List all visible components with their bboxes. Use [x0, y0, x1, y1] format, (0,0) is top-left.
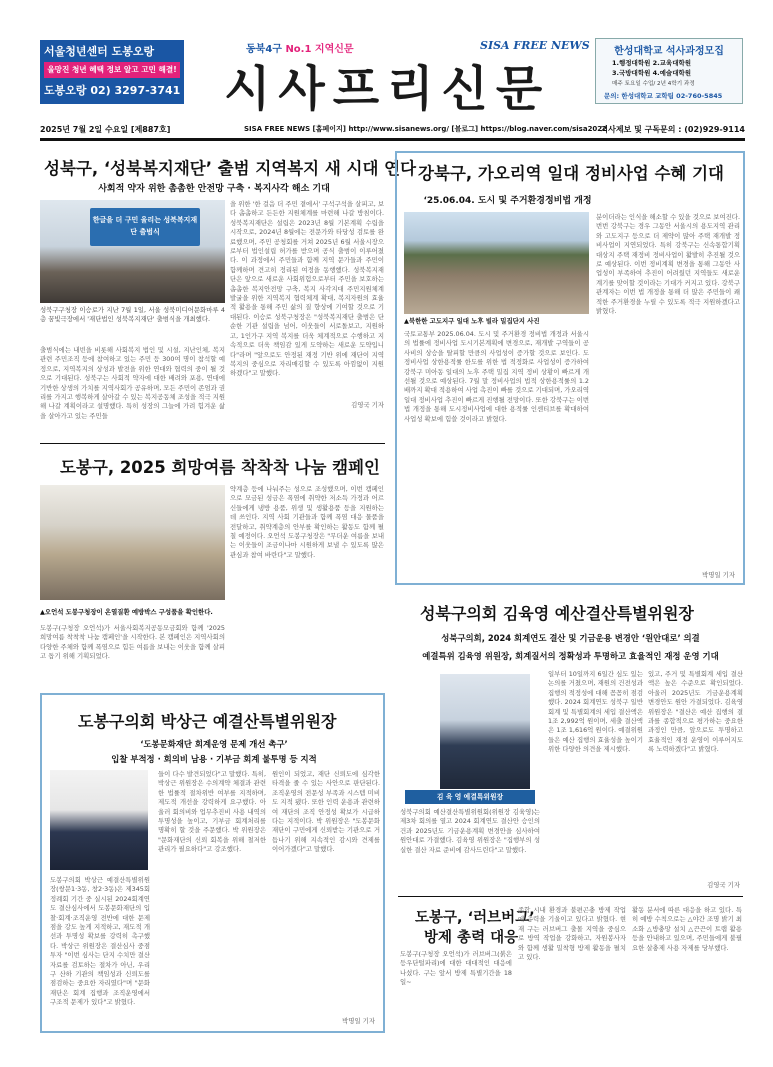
loveburg-mid-body: 종합 시내 환경과 불편곤충 방제 작업에 총력을 기울이고 있다고 밝혔다. 현재 구는 러브버그 출몰 지역을 중심으로 방역 작업을 강화하고, 자원봉사자와 함께 생활 밀착형 방제 활동을 펼치고 있다. [518, 906, 626, 962]
redevelopment-right-body: 분이더라는 인식을 해소할 수 있을 것으로 보여진다. 번번 강북구는 경우 그동안 서울시의 용도지역 관리와 고도지구 등으로 더 제약이 많아 주택 재개발 정비사업이 지연되었다. 특히 강북구는 신속통합기획 대상지 주택 재정비 정비사업이 활발히 추진될 것으로 예상된다. 이번 정비계획 변경을 통해 그동안 사업성이 부족하여 추진이 어려웠던 지역들도 새로운 계기를 맞이할 것이라는 기대가 커지고 있다. 강북구 관계자는 이번 법 개정을 통해 더 많은 주민들이 쾌적한 주거환경을 누릴 수 있도록 적극 지원하겠다고 밝혔다. [596, 213, 740, 316]
redevelopment-byline: 박명일 기자 [702, 571, 735, 579]
dobong-council-right-body: 원인이 되었고, 재단 신뢰도에 심각한 타격을 줄 수 있는 사안으로 판단된다. 조직운영의 전문성 부족과 시스템 미비도 지적 됐다. 또한 인력 운용과 관련하여 재단의 조직 안정성 확보가 시급하다는 지적이다. 박 위원장은 "도봉문화재단이 구민에게 신뢰받는 기관으로 거듭나기 위해 지속적인 감시와 견제를 이어가겠다"고 말했다. [272, 770, 380, 854]
seongbuk-council-right-body: 있고, 주거 및 특별회계 세입 결산액은 높은 수준으로 확인되었다. 아울러 2025년도 기금운용계획 변경안도 원안 가결되었다. 김육영 위원장은 "결산은 예산 집행의 결과를 종합적으로 평가하는 중요한 과정인 만큼, 앞으로도 투명하고 효율적인 재정 운영이 이루어지도록 노력하겠다"고 밝혔다. [648, 670, 743, 754]
loveburg-headline-line2[interactable]: 방제 총력 대응 [424, 930, 519, 946]
masthead-rule [40, 138, 745, 141]
redevelopment-headline[interactable]: 강북구, 가오리역 일대 정비사업 수혜 기대 [418, 164, 724, 183]
slogan-main: No.1 지역신문 [285, 44, 354, 55]
divider-summer [40, 443, 385, 444]
dobong-council-left-body-text: 박상근 위원장은 결산심사 중점 투자 "이번 심사는 단지 수치만 결산자료를 검토하는 절차가 아닌, 우리 구 산하 기관의 책임성과 신뢰도를 점검하는 중요한 자리였다"며 "문화재단은 회계 집행과 조직운영에서 구조적 문제가 있다"고 밝혔다. [50, 941, 150, 1007]
ad-youth-center[interactable] [40, 40, 184, 104]
redevelopment-subhead: ‘25.06.04. 도시 및 주거환경정비법 개정 [423, 196, 592, 206]
ad-right-note: 매주 토요일 수업/ 2년 4학기 과정 [612, 81, 695, 87]
dobong-council-caption: 도봉구의회 박상근 예결산특별위원장(쌍문1·3동, 창2·3동)은 제345회 정례회 기간 중 실시된 2024회계연도 결산심사에서 도봉문화재단의 입찰·회계·조직운영 전반에 대한 문제점을 강도 높게 지적하고, 재도적 개선과 투명성 확보를 강력히 촉구했다. 박상근 위원장은 결산심사 중점 투자 "이번 심사는 단지 수치만 결산자료를 검토하는 절차가 아닌, 우리 구 산하 기관의 책임성과 신뢰도를 점검하는 중요한 자리였다"며 "문화재단은 회계 집행과 조직운영에서 구조적 문제가 있다"고 밝혔다. [50, 876, 150, 1007]
ad-right-title: 한성대학교 석사과정모집 [614, 46, 724, 57]
welfare-subhead: 사회적 약자 위한 촘촘한 안전망 구축 · 복지사각 해소 기대 [98, 184, 330, 194]
seongbuk-council-mid-body: 일부터 10일까지 6일간 심도 있는 논의를 거쳤으며, 재원의 건전성과 집행의 적정성에 대해 꼼꼼히 점검했다. 2024 회계연도 성북구 일반회계 및 특별회계의 세입 결산액은 1조 2,992억 원이며, 세출 결산액은 1조 1,616억 원이다. 예결위원들은 예산 집행의 효율성을 높이기 위한 다양한 의견을 제시했다. [548, 670, 643, 754]
seongbuk-council-left-body: 성북구의회 예산결산특별위원회(위원장 김육영)는 제3차 회의를 열고 2024 회계연도 결산안 승인의 건과 2025년도 기금운용계획 변경안을 심사하여 원안대로 가결했다. 김육영 위원장은 "집행부의 성실한 결산 자료 준비에 감사드린다"고 말했다. [400, 808, 540, 854]
welfare-left-body: 출범식에는 내빈을 비롯해 사회복지 법인 및 시설, 지난인체, 복지 관련 주민조직 등에 참여하고 있는 주민 등 300여 명이 참석할 예정으로, 지역복지의 상성과 발전을 위한 연대와 협력의 중이 될 것으로 기대된다. 성북구는 사회적 약자에 대한 배려와 포용, 연대에 기반한 상생의 가치를 지역사회가 공유하며, 모든 주민이 존엄과 권리를 가지고 행복하게 살아갈 수 있는 복지공동체 조성을 적극 지원해 나갈 계획이라고 설명했다. 특히 성장의 그늘에 가려 힘겨운 삶을 살아가고 있는 주민들 [40, 346, 225, 420]
english-name: SISA FREE NEWS [480, 39, 590, 52]
issue-date: 2025년 7월 2일 수요일 [제887호] [40, 125, 171, 134]
seongbuk-council-byline: 김영국 기자 [707, 881, 740, 889]
summer-caption: ▲오언석 도봉구청장이 온열질환 예방박스 구성품을 확인한다. [40, 608, 213, 616]
dobong-council-subhead1: ‘도봉문화재단 회계운영 문제 개선 촉구’ [140, 739, 288, 749]
seongbuk-council-photo [440, 674, 530, 789]
subscription-contact: 기사제보 및 구독문의 : (02)929-9114 [600, 125, 745, 134]
loveburg-headline-line1[interactable]: 도봉구, ‘러브버그’ [415, 910, 535, 926]
welfare-byline: 김영국 기자 [351, 401, 384, 409]
welfare-photo [40, 200, 225, 303]
dobong-council-photo [50, 770, 148, 870]
summer-headline[interactable]: 도봉구, 2025 희망여름 착착착 나눔 캠페인 [60, 458, 380, 477]
welfare-right-body: 을 위한 '한 걸음 더 주민 곁에서' 구석구석을 살피고, 보다 촘촘하고 든든한 지원체계를 마련해 나갈 방침이다. 성북복지재단은 설립은 2023년 8월 기본계획 수립을 시작으로, 2024년 8월에는 전문가와 타당성 검토를 완료했으며, 주민 공청회를 거쳐 2025년 6월 서울시장으로부터 법인설립 허가를 받으며 공식 출범이 이루어졌다. 이 과정에서 주민들과 함께 지역 문가들과 주민이 함께하며 견고히 정리된 여정을 동행했다. 성북복지재단은 앞으로 새로운 사회위험으로부터 주민을 보호하는 촘촘한 복지안전망 구축, 복지 사각지대 주민지원체계 발굴을 위한 지역복지 협력체계 확대, 복지자원의 효율적 활용을 통해 주민 삶의 질 향상에 기여할 것으로 기대된다. 이승로 성북구청장은 "성북복지재단 출범은 단순한 기관 설립을 넘어, 이웃들이 서로돌보고, 지원하고, 1인가구 지역 복지를 더욱 체계적으로 수행하고 지속적으로 더욱 책임감 있게 도약하는 새로운 도약입니다"라며 "앞으로도 안정된 재정 기반 위에 재단이 지역복지의 중심으로 자리매김할 수 있도록 아낌없이 지원하겠다"고 말했다. [230, 200, 384, 378]
redevelopment-photo [404, 212, 589, 314]
ad-left-title: 서울청년센터 도봉오랑 [44, 45, 155, 58]
slogan-prefix: 동북4구 [246, 44, 282, 55]
ad-left-phone: 도봉오랑 02) 3297-3741 [44, 84, 181, 97]
ad-right-line2: 3.국방대학원 4.예술대학원 [612, 68, 692, 77]
website-links[interactable]: SISA FREE NEWS [홈페이지] http://www.sisanews.org/ [블로그] https://blog.naver.com/sisa2022 [244, 125, 608, 133]
seongbuk-council-subhead2: 예결특위 김육영 위원장, 회계질서의 정확성과 투명하고 효율적인 재정 운영 기대 [422, 651, 719, 661]
dobong-council-subhead2: 입찰 부적정 · 회의비 남용 · 기부금 회계 불투명 등 지적 [111, 754, 317, 764]
summer-right-body: 약계층 등에 나눠주는 성으로 조성했으며, 이번 캠페인으로 모금된 성금은 폭염에 취약한 저소득 가정과 어르신들에게 냉방 용품, 위생 및 생활용품 등을 지원하는 데 쓰인다. 지역 사회 기관들과 함께 폭염 대응 물품을 전달하고, 취약계층의 안부를 확인하는 활동도 함께 펼칠 예정이다. 오언석 도봉구청장은 "무더운 여름을 보내는 이웃들이 조금이나마 시원하게 보낼 수 있도록 많은 관심과 참여 바란다"고 말했다. [230, 485, 384, 559]
ad-right-programs [612, 59, 691, 78]
welfare-headline[interactable]: 성북구, ‘성북복지재단’ 출범 지역복지 새 시대 연다 [44, 159, 417, 178]
dobong-council-mid-body: 들이 다수 발견되었다"고 말했다. 특히, 박상근 위원장은 수의계약 체결과 관련한 법률적 절차위반 여부를 지적하며, 제도적 개선을 강력하게 요구했다. 아울러 회의비와 업무추진비 사용 내역의 투명성을 높이고, 기부금 회계처리를 명확히 할 것을 주문했다. 박 위원장은 "문화재단의 신뢰 회복을 위해 철저한 관리가 필요하다"고 강조했다. [158, 770, 266, 854]
redevelopment-left-body: 국토교통부 2025.06.04. 도시 및 주거환경 정비법 개정과 서울시의 법률에 정비사업 도시기본계획에 변경으로, 재개발 구역들이 공사비의 상승을 탈피할 만큼의 사업성이 증가할 것으로 보인다. 도 정비사업 상한용적률 한도를 위한 법 적정화로 사업성이 증가하여 강북구 미아동 일대의 노후 주택 밀집 지역 정비 상황이 빠르게 개선될 것으로 예상된다. 7월 말 정비사업의 법적 상한용적률의 1.2배까지 확대 적용하여 사업 촉진이 빠를 것으로 기대되며, 가오리역 일대 정비사업 추진이 빠르게 진행될 전망이다. 또한 강북구는 이번 법 개정을 통해 도시정비사업에 대한 용적률 인센티브를 확대하여 사업성 확보에 힘쓸 것이라고 밝혔다. [404, 330, 589, 423]
loveburg-right-body: 활동 분서에 따른 대응을 하고 있다. 특히 예방 수칙으로는 △야간 조명 밝기 최소화 △방충망 설치 △끈끈이 트랩 활용 등을 안내하고 있으며, 주민들에게 불필요한 살충제 사용 자제를 당부했다. [632, 906, 742, 952]
divider-loveburg [398, 896, 743, 897]
dobong-council-headline[interactable]: 도봉구의회 박상근 예결산특별위원장 [78, 712, 337, 731]
seongbuk-council-subhead1: 성북구의회, 2024 회계연도 결산 및 기금운용 변경안 ‘원안대로’ 의결 [441, 633, 700, 643]
welfare-caption: 성북구구청장 이승로가 지난 7월 1일, 서울 성북미디어문화마루 4층 꿈빛극장에서 '재단법인 성북복지재단' 출범식을 개최했다. [40, 306, 225, 324]
ad-right-contact: 문의: 한성대학교 교학팀 02-760-5845 [604, 92, 723, 100]
nameplate: 김 육 영 예결특위원장 [405, 790, 535, 804]
loveburg-left-body: 도봉구(구청장 오언석)가 러브버그(붉은등우단털파리)에 대한 대대적인 대응에 나섰다. 구는 앞서 방제 특별기간을 18일~ [400, 950, 512, 987]
photo-banner: 한글을 더 구민 울리는 성북복지재단 출범식 [90, 208, 200, 246]
summer-left-body: 도봉구(구청장 오언석)가 서울사회복지공동모금회와 함께 '2025 희망여름 착착착 나눔 캠페인'을 시작한다. 본 캠페인은 지역사회의 다양한 주체와 함께 폭염으로 힘든 여름을 보내는 이웃을 함께 살피고 돕기 위해 기획되었다. [40, 624, 225, 661]
redevelopment-caption: ▲북한한 고도지구 일대 노후 빌라 밀집단지 사진 [404, 317, 540, 325]
ad-left-banner: 울망진 청년 혜택 정보 알고 고민 해결! [44, 62, 180, 78]
ad-right-line1: 1.행정대학원 2.교육대학원 [612, 59, 692, 67]
summer-photo [40, 485, 225, 600]
ad-hansung-university[interactable] [595, 38, 743, 104]
newspaper-logo[interactable]: 시사프리신문 [224, 61, 551, 117]
dobong-council-byline: 박명일 기자 [342, 1017, 375, 1025]
dateline [40, 120, 745, 138]
seongbuk-council-headline[interactable]: 성북구의회 김육영 예산결산특별위원장 [420, 604, 694, 623]
